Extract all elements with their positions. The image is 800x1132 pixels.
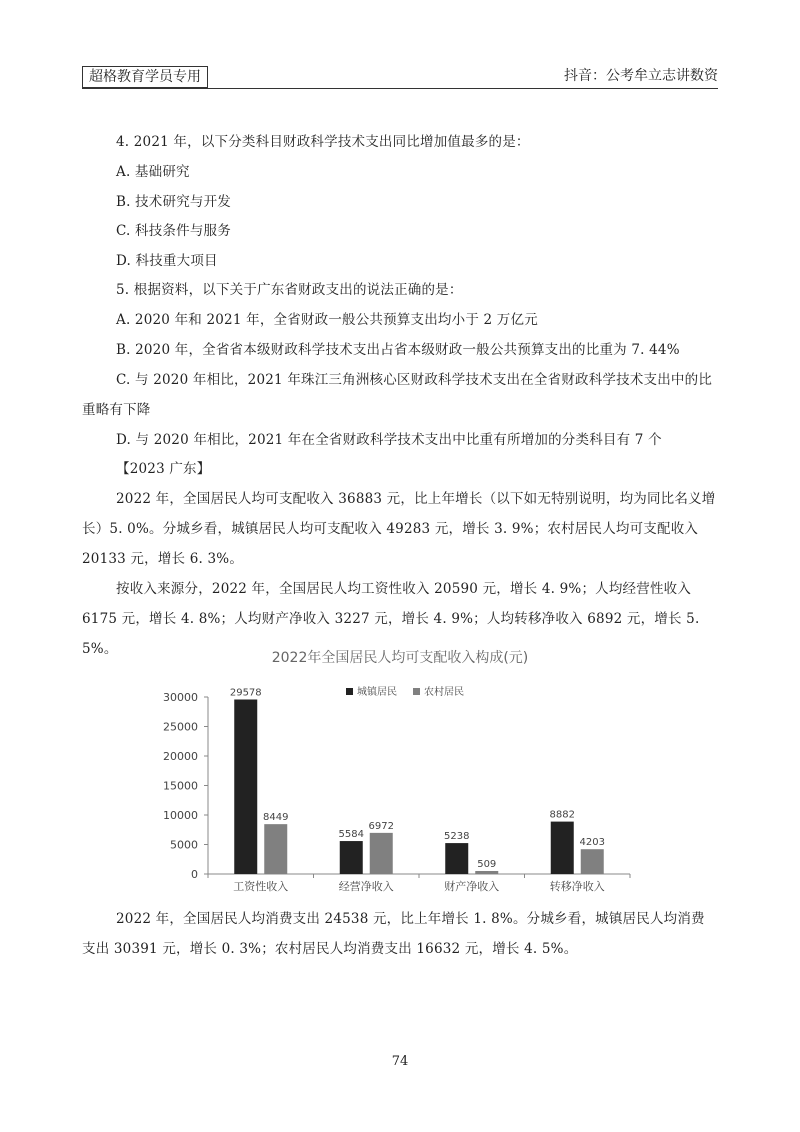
paragraph-income-source: 按收入来源分，2022 年，全国居民人均工资性收入 20590 元，增长 4. 9%；人均经营性收入 6175 元，增长 4. 8%；人均财产净收入 3227 元，增长 4. 9%；人均转移净收入 6892 元，增长 5. 5%。 <box>82 581 700 657</box>
header-divider <box>82 88 718 89</box>
data-label: 5584 <box>338 829 364 841</box>
x-tick-label: 财产净收入 <box>444 880 500 893</box>
bar-rural <box>264 824 287 874</box>
legend-label-urban: 城镇居民 <box>357 687 397 698</box>
legend-swatch-rural <box>413 688 420 695</box>
y-tick-label: 15000 <box>163 779 198 793</box>
x-tick-label: 经营净收入 <box>338 880 394 893</box>
legend-label-rural: 农村居民 <box>424 687 464 698</box>
data-label: 29578 <box>229 687 262 699</box>
y-tick-label: 25000 <box>163 720 198 734</box>
y-tick-label: 30000 <box>163 691 198 704</box>
q4-option-a: A. 基础研究 <box>116 164 190 180</box>
data-label: 8449 <box>263 812 289 824</box>
bar-rural <box>370 833 393 874</box>
q4-stem: 4. 2021 年，以下分类科目财政科学技术支出同比增加值最多的是： <box>116 134 530 150</box>
q5-option-d: D. 与 2020 年相比，2021 年在全省财政科学技术支出中比重有所增加的分类科目有 7 个 <box>116 432 662 448</box>
y-tick-label: 5000 <box>170 838 198 852</box>
chart-title: 2022年全国居民人均可支配收入构成(元) <box>271 650 529 666</box>
bar-urban <box>340 841 363 874</box>
paragraph-income: 2022 年，全国居民人均可支配收入 36883 元，比上年增长（以下如无特别说明，均为同比名义增长）5. 0%。分城乡看，城镇居民人均可支配收入 49283 元，增长 3. 9%；农村居民人均可支配收入 20133 元，增长 6. 3%。 <box>82 491 716 567</box>
y-tick-label: 10000 <box>163 809 198 822</box>
x-tick-label: 工资性收入 <box>233 880 289 893</box>
bar-rural <box>581 849 604 874</box>
chart-bars <box>230 687 605 874</box>
legend-swatch-urban <box>346 688 353 695</box>
data-label: 4203 <box>579 837 605 849</box>
data-label: 5238 <box>444 831 470 843</box>
bar-urban <box>234 699 257 874</box>
data-label: 8882 <box>549 809 575 821</box>
q5-option-c: C. 与 2020 年相比，2021 年珠江三角洲核心区财政科学技术支出在全省财政科学技术支出中的比重略有下降 <box>82 372 713 418</box>
q4-option-d: D. 科技重大项目 <box>116 253 218 269</box>
q5-option-b: B. 2020 年，全省省本级财政科学技术支出占省本级财政一般公共预算支出的比重为 7. 44% <box>116 342 680 358</box>
q5-stem: 5. 根据资料，以下关于广东省财政支出的说法正确的是： <box>116 282 463 298</box>
y-tick-label: 0 <box>191 868 198 881</box>
q5-option-a: A. 2020 年和 2021 年，全省财政一般公共预算支出均小于 2 万亿元 <box>116 312 538 328</box>
income-composition-chart <box>150 642 650 902</box>
data-label: 6972 <box>368 820 394 832</box>
chart-legend <box>346 685 464 698</box>
bar-urban <box>445 843 468 874</box>
header-source: 抖音：公考牟立志讲数资 <box>564 68 718 84</box>
q4-option-b: B. 技术研究与开发 <box>116 194 232 210</box>
section-title: 【2023 广东】 <box>116 461 211 477</box>
page-number: 74 <box>391 1054 409 1069</box>
x-tick-label: 转移净收入 <box>549 880 605 893</box>
q4-option-c: C. 科技条件与服务 <box>116 223 231 239</box>
data-label: 509 <box>477 858 497 870</box>
bar-rural <box>475 871 498 874</box>
paragraph-consumption: 2022 年，全国居民人均消费支出 24538 元，比上年增长 1. 8%。分城乡看，城镇居民人均消费支出 30391 元，增长 0. 3%；农村居民人均消费支出 16632 元，增长 4. 5%。 <box>82 911 705 957</box>
y-tick-label: 20000 <box>163 750 198 763</box>
header-badge: 超格教育学员专用 <box>82 66 208 88</box>
bar-urban <box>551 822 574 874</box>
